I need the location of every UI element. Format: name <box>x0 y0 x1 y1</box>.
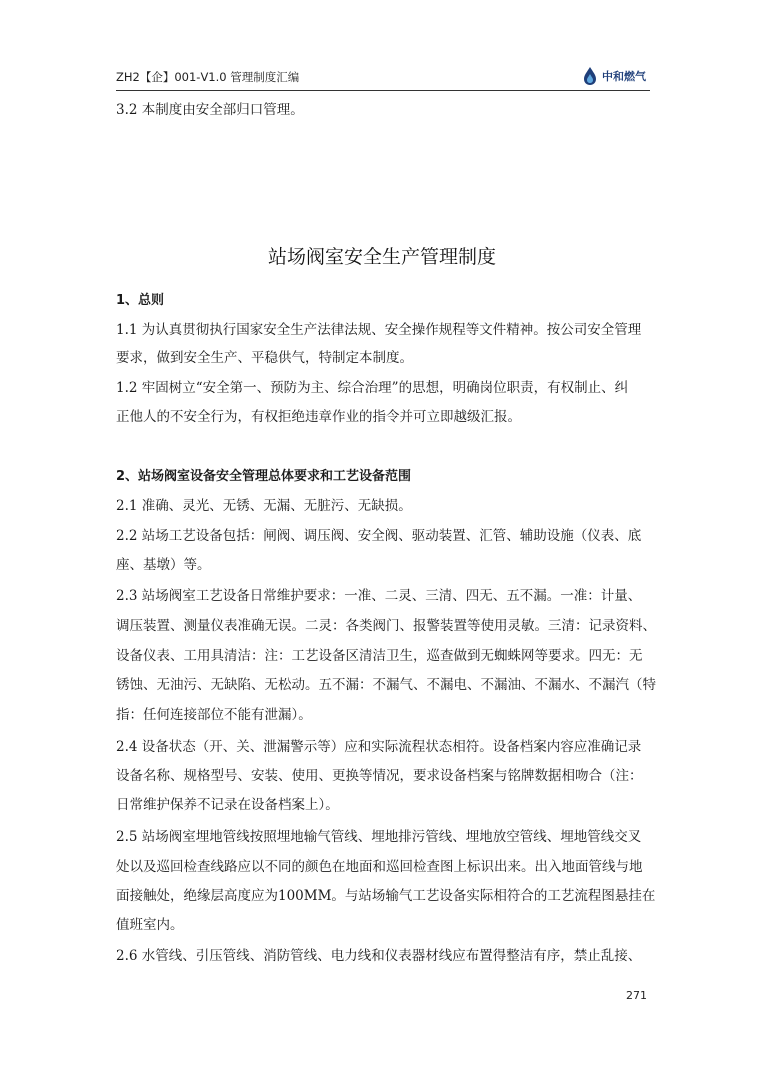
paragraph-line: 日常维护保养不记录在设备档案上）。 <box>116 797 339 813</box>
paragraph-line: 锈蚀、无油污、无缺陷、无松动。五不漏：不漏气、不漏电、不漏油、不漏水、不漏汽（特 <box>116 677 656 693</box>
paragraph-line: 2.1 准确、灵光、无锈、无漏、无脏污、无缺损。 <box>116 498 412 514</box>
paragraph-line: 指：任何连接部位不能有泄漏）。 <box>116 707 312 723</box>
paragraph-line: 处以及巡回检查线路应以不同的颜色在地面和巡回检查图上标识出来。出入地面管线与地 <box>116 859 643 875</box>
gas-flame-logo-icon <box>581 66 599 86</box>
paragraph-line: 要求，做到安全生产、平稳供气，特制定本制度。 <box>116 350 413 366</box>
intro-line: 3.2 本制度由安全部归口管理。 <box>116 102 304 118</box>
logo-text: 中和燃气 <box>602 70 646 83</box>
page-number: 271 <box>626 989 647 1002</box>
paragraph-line: 值班室内。 <box>116 917 184 933</box>
paragraph-line: 正他人的不安全行为，有权拒绝违章作业的指令并可立即越级汇报。 <box>116 409 521 425</box>
paragraph-line: 2.3 站场阀室工艺设备日常维护要求：一准、二灵、三清、四无、五不漏。一准：计量、 <box>116 588 642 604</box>
paragraph-line: 2.2 站场工艺设备包括：闸阀、调压阀、安全阀、驱动装置、汇管、辅助设施（仪表、底 <box>116 528 642 544</box>
paragraph-line: 面接触处，绝缘层高度应为100MM。与站场输气工艺设备实际相符合的工艺流程图悬挂在 <box>116 888 656 904</box>
paragraph-line: 2.6 水管线、引压管线、消防管线、电力线和仪表器材线应布置得整洁有序，禁止乱接、 <box>116 948 642 964</box>
company-logo <box>581 64 646 88</box>
paragraph-line: 设备仪表、工用具清洁：注：工艺设备区清洁卫生，巡查做到无蜘蛛网等要求。四无：无 <box>116 648 643 664</box>
paragraph-line: 2.5 站场阀室埋地管线按照埋地输气管线、埋地排污管线、埋地放空管线、埋地管线交叉 <box>116 829 642 845</box>
paragraph-line: 1.1 为认真贯彻执行国家安全生产法律法规、安全操作规程等文件精神。按公司安全管理 <box>116 322 642 338</box>
paragraph-line: 座、基墩）等。 <box>116 557 211 573</box>
paragraph-line: 设备名称、规格型号、安装、使用、更换等情况，要求设备档案与铭牌数据相吻合（注： <box>116 768 643 784</box>
header-title: ZH2【企】001-V1.0 管理制度汇编 <box>116 70 300 84</box>
paragraph-line: 调压装置、测量仪表准确无误。二灵：各类阀门、报警装置等使用灵敏。三清：记录资料、 <box>116 618 656 634</box>
document-title: 站场阀室安全生产管理制度 <box>267 246 496 268</box>
section-heading: 2、站场阀室设备安全管理总体要求和工艺设备范围 <box>116 469 412 484</box>
section-heading: 1、总则 <box>116 293 165 308</box>
page-header <box>116 64 650 91</box>
paragraph-line: 2.4 设备状态（开、关、泄漏警示等）应和实际流程状态相符。设备档案内容应准确记录 <box>116 739 642 755</box>
paragraph-line: 1.2 牢固树立“安全第一、预防为主、综合治理”的思想，明确岗位职责，有权制止、纠 <box>116 380 629 396</box>
